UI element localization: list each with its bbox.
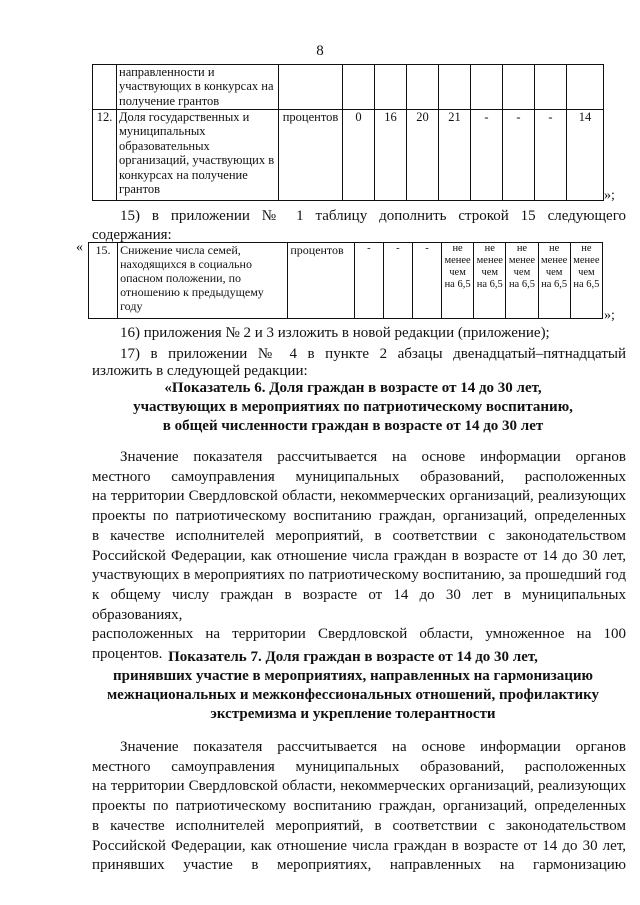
unit-cell: процентов [288, 243, 354, 319]
value-cell: - [354, 243, 383, 319]
value-cell: не менее чем на 6,5 [441, 243, 473, 319]
indicator7-body: Значение показателя рассчитывается на основе информации органов местного самоуправления муниципальных образований, расположенных на территории Свердловской области, некоммерческих организаций, реализующих проекты по патриотическому воспитанию граждан, организаций, определенных в качестве исполнителей мероприятий, в соответствии с законодательством Российской Федерации, как отношение числа граждан в возрасте от 14 до 30 лет, принявших участие в мероприятиях, направленных на гармонизацию [92, 739, 626, 874]
value-cell: 20 [407, 110, 439, 201]
value-cell: не менее чем на 6,5 [570, 243, 602, 319]
row-number-cell: 15. [89, 243, 118, 319]
item-15-text: 15) в приложении № 1 таблицу дополнить строкой 15 следующего содержания: [92, 208, 626, 243]
opening-quote: « [76, 240, 83, 255]
item-17-line2: изложить в следующей редакции: [92, 363, 308, 379]
closing-quote: »; [604, 188, 615, 203]
value-cell: - [383, 243, 412, 319]
table-row [89, 243, 603, 319]
row-number-cell: 12. [93, 110, 117, 201]
item-16-text: 16) приложения № 2 и 3 изложить в новой редакции (приложение); [120, 325, 550, 341]
row-name-cell: направленности и участвующих в конкурсах на получение грантов [117, 65, 279, 110]
value-cell: - [535, 110, 567, 201]
value-cell: не менее чем на 6,5 [538, 243, 570, 319]
row-name-cell: Снижение числа семей, находящихся в социально опасном положении, по отношению к предыдущему году [118, 243, 288, 319]
indicator7-heading: Показатель 7. Доля граждан в возрасте от 14 до 30 лет, принявших участие в мероприятиях, направленных на гармонизацию межнациональных и межконфессиональных отношений, профилактику экстремизма и укрепление толерантности [106, 649, 600, 722]
new-row-table [88, 242, 603, 319]
value-cell: - [503, 110, 535, 201]
value-cell: 14 [567, 110, 604, 201]
value-cell: 0 [343, 110, 375, 201]
indicators-table-continuation [92, 64, 604, 201]
value-cell: не менее чем на 6,5 [506, 243, 538, 319]
indicator6-body: Значение показателя рассчитывается на основе информации органов местного самоуправления муниципальных образований, расположенных на территории Свердловской области, некоммерческих организаций, реализующих проекты по патриотическому воспитанию граждан, организаций, определенных в качестве исполнителей мероприятий, в соответствии с законодательством Российской Федерации, как отношение числа граждан в возрасте от 14 до 30 лет, участвующих в мероприятиях по патриотическому воспитанию, за прошедший год к общему числу граждан в возрасте от 14 до 30 лет в муниципальных образованиях, расположенных на территории Свердловской области, умноженное на 100 процентов. [92, 449, 626, 663]
row-name-cell: Доля государственных и муниципальных образовательных организаций, участвующих в конкурсах на получение грантов [117, 110, 279, 201]
value-cell: не менее чем на 6,5 [474, 243, 506, 319]
closing-quote: »; [604, 308, 615, 323]
table-row [93, 65, 604, 110]
page-number: 8 [316, 43, 324, 59]
value-cell: 21 [439, 110, 471, 201]
value-cell: - [471, 110, 503, 201]
value-cell: - [412, 243, 441, 319]
item-17-line1: 17) в приложении № 4 в пункте 2 абзацы двенадцатый–пятнадцатый [120, 346, 626, 362]
unit-cell: процентов [279, 110, 343, 201]
table-row [93, 110, 604, 201]
indicator6-heading: «Показатель 6. Доля граждан в возрасте от 14 до 30 лет, участвующих в мероприятиях по патриотическому воспитанию, в общей численности граждан в возрасте от 14 до 30 лет [133, 380, 573, 434]
value-cell: 16 [375, 110, 407, 201]
